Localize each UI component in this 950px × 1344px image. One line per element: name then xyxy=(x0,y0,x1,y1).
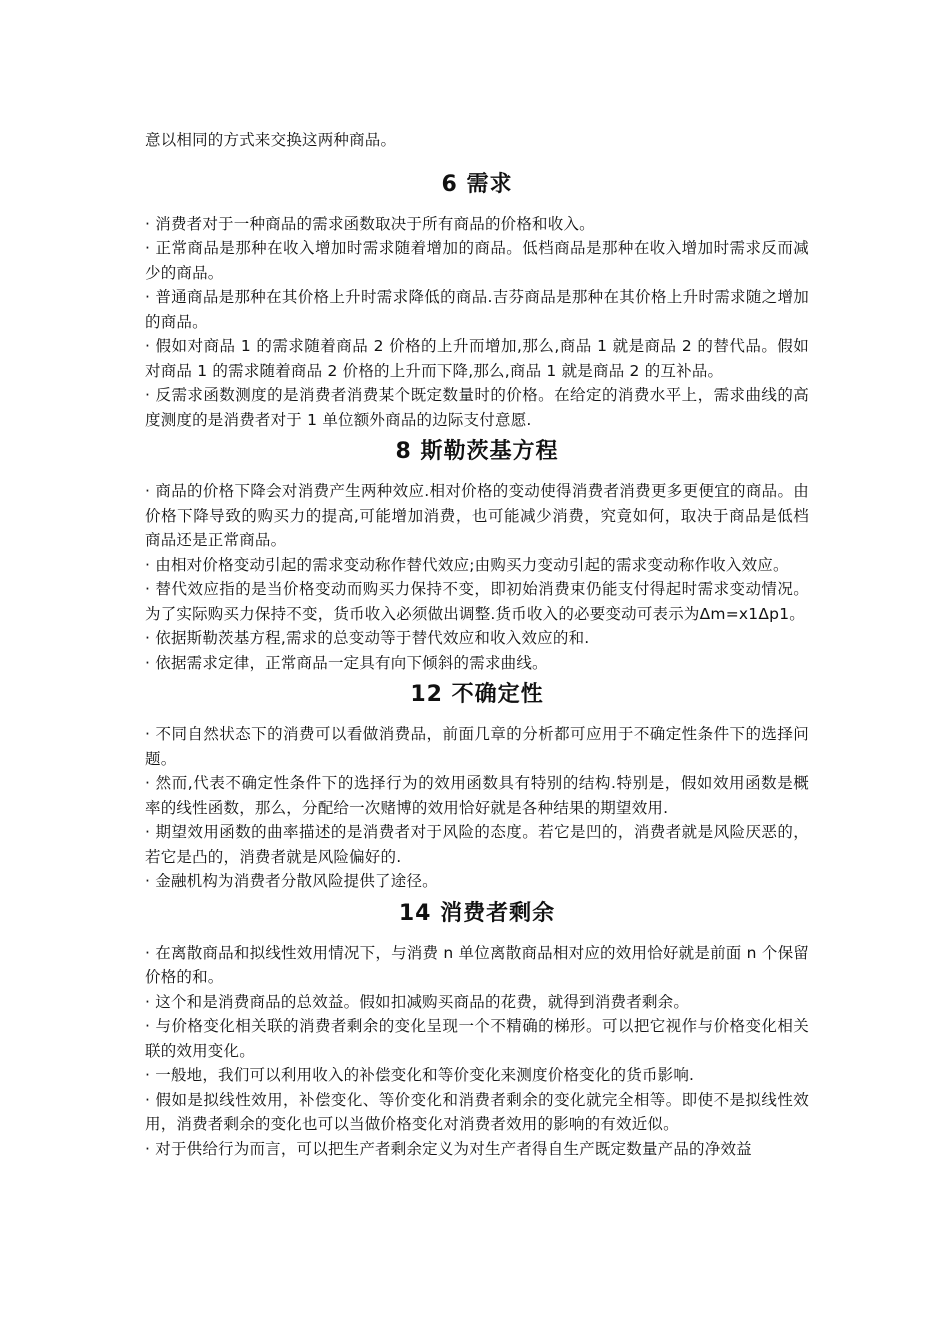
surplus-paragraph-5: · 假如是拟线性效用，补偿变化、等价变化和消费者剩余的变化就完全相等。即使不是拟线性效用，消费者剩余的变化也可以当做价格变化对消费者效用的影响的有效近似。 xyxy=(145,1090,809,1133)
surplus-paragraph-2: · 这个和是消费商品的总效益。假如扣减购买商品的花费，就得到消费者剩余。 xyxy=(145,992,690,1011)
demand-paragraph-1: · 消费者对于一种商品的需求函数取决于所有商品的价格和收入。 xyxy=(145,214,595,233)
section-heading-demand: 6 需求 xyxy=(441,171,513,197)
slutsky-paragraph-1: · 商品的价格下降会对消费产生两种效应.相对价格的变动使得消费者消费更多更便宜的商品。由价格下降导致的购买力的提高,可能增加消费，也可能减少消费，究竟如何，取决于商品是低档商品还是正常商品。 xyxy=(145,482,809,549)
uncertainty-paragraph-3: · 期望效用函数的曲率描述的是消费者对于风险的态度。若它是凹的，消费者就是风险厌恶的，若它是凸的，消费者就是风险偏好的. xyxy=(145,823,809,866)
slutsky-paragraph-2: · 由相对价格变动引起的需求变动称作替代效应;由购买力变动引起的需求变动称作收入效应。 xyxy=(145,555,789,574)
document-page xyxy=(145,128,809,1161)
demand-paragraph-5: · 反需求函数测度的是消费者消费某个既定数量时的价格。在给定的消费水平上，需求曲线的高度测度的是消费者对于 1 单位额外商品的边际支付意愿. xyxy=(145,386,809,429)
section-heading-slutsky: 8 斯勒茨基方程 xyxy=(395,439,559,464)
surplus-paragraph-1: · 在离散商品和拟线性效用情况下，与消费 n 单位离散商品相对应的效用恰好就是前面 n 个保留价格的和。 xyxy=(145,943,809,986)
uncertainty-paragraph-4: · 金融机构为消费者分散风险提供了途径。 xyxy=(145,872,438,890)
demand-paragraph-2: · 正常商品是那种在收入增加时需求随着增加的商品。低档商品是那种在收入增加时需求反而减少的商品。 xyxy=(145,239,809,282)
uncertainty-paragraph-2: · 然而,代表不确定性条件下的选择行为的效用函数具有特别的结构.特别是，假如效用函数是概率的线性函数，那么，分配给一次赌博的效用恰好就是各种结果的期望效用. xyxy=(145,774,809,817)
surplus-paragraph-4: · 一般地，我们可以利用收入的补偿变化和等价变化来测度价格变化的货币影响. xyxy=(145,1066,695,1084)
slutsky-paragraph-4: · 依据斯勒茨基方程,需求的总变动等于替代效应和收入效应的和. xyxy=(145,629,590,647)
demand-paragraph-3: · 普通商品是那种在其价格上升时需求降低的商品.吉芬商品是那种在其价格上升时需求随之增加的商品。 xyxy=(145,288,809,331)
uncertainty-paragraph-1: · 不同自然状态下的消费可以看做消费品，前面几章的分析都可应用于不确定性条件下的选择问题。 xyxy=(145,725,809,768)
demand-paragraph-4: · 假如对商品 1 的需求随着商品 2 价格的上升而增加,那么,商品 1 就是商品 2 的替代品。假如对商品 1 的需求随着商品 2 价格的上升而下降,那么,商品 1 就是商品 2 的互补品。 xyxy=(145,337,809,380)
intro-text: 意以相同的方式来交换这两种商品。 xyxy=(145,131,397,149)
section-heading-consumer-surplus: 14 消费者剩余 xyxy=(398,900,556,926)
surplus-paragraph-3: · 与价格变化相关联的消费者剩余的变化呈现一个不精确的梯形。可以把它视作与价格变化相关联的效用变化。 xyxy=(145,1017,809,1060)
slutsky-paragraph-3: · 替代效应指的是当价格变动而购买力保持不变，即初始消费束仍能支付得起时需求变动情况。为了实际购买力保持不变，货币收入必须做出调整.货币收入的必要变动可表示为Δm=x1Δp1。 xyxy=(145,580,809,623)
section-heading-uncertainty: 12 不确定性 xyxy=(410,682,544,707)
surplus-paragraph-6: · 对于供给行为而言，可以把生产者剩余定义为对生产者得自生产既定数量产品的净效益 xyxy=(145,1139,752,1158)
slutsky-paragraph-5: · 依据需求定律，正常商品一定具有向下倾斜的需求曲线。 xyxy=(145,653,548,672)
